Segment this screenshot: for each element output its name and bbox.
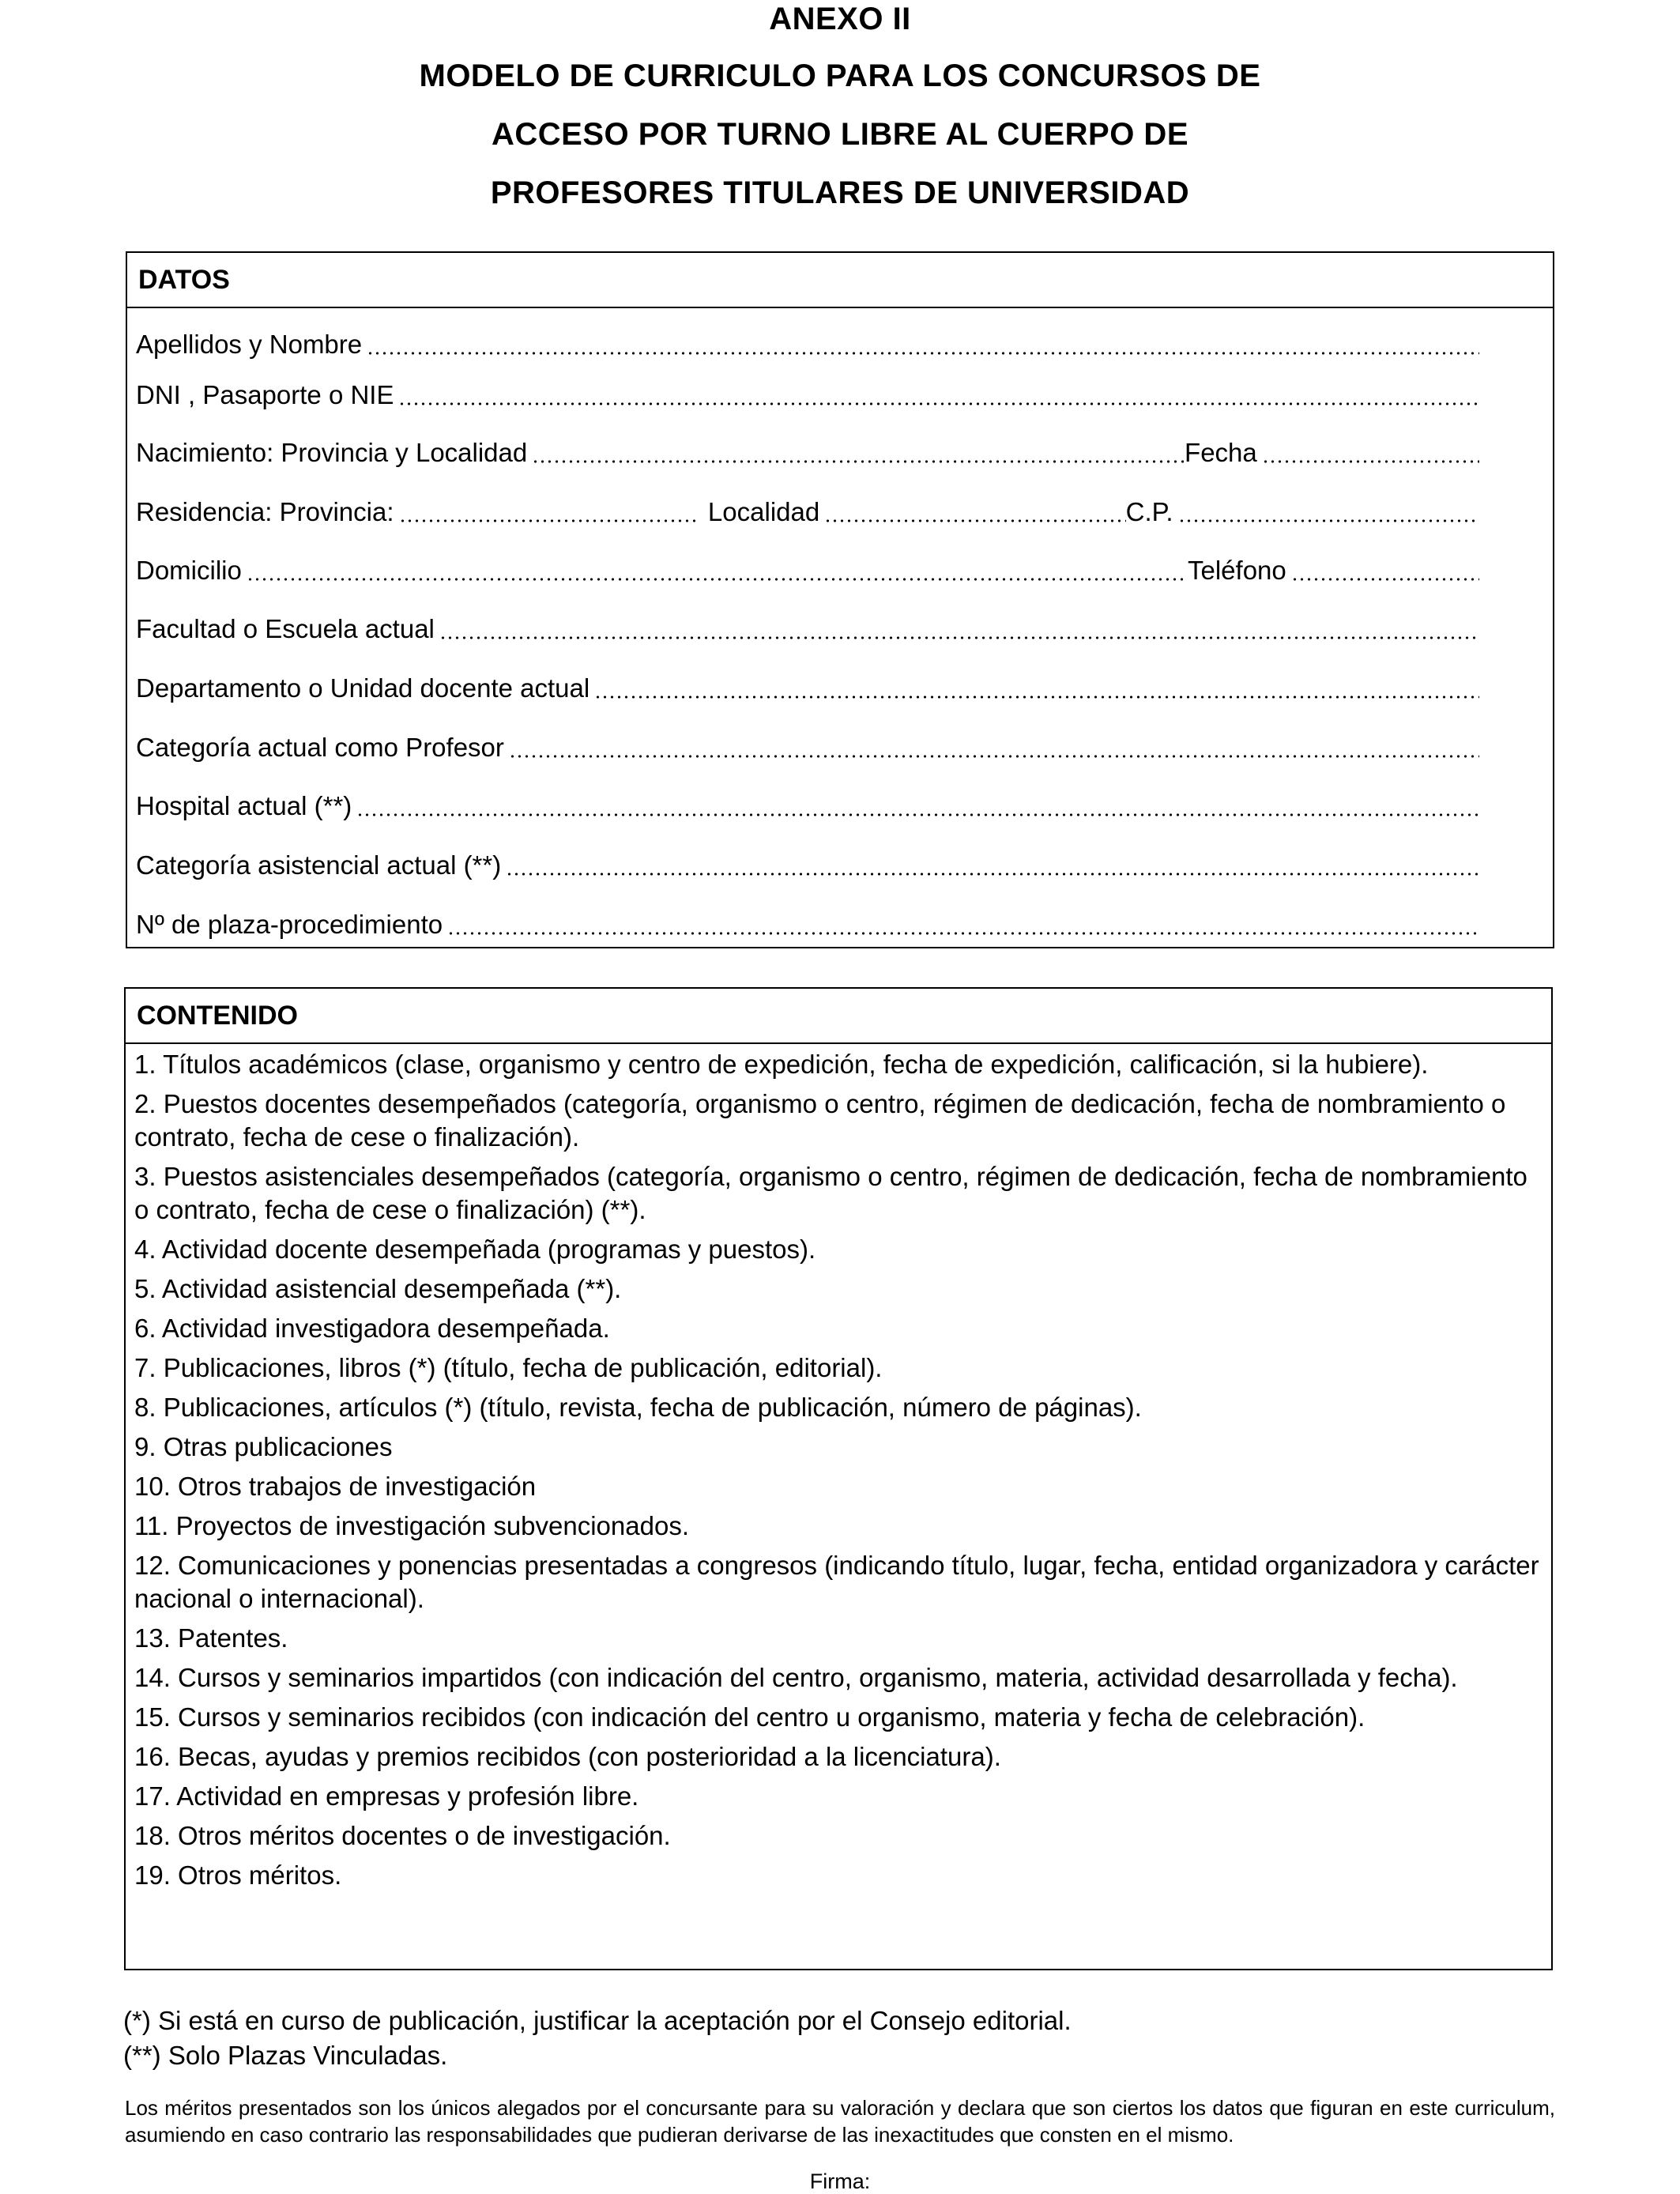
label-localidad: Localidad <box>707 497 820 526</box>
datos-heading: DATOS <box>138 265 230 295</box>
list-item: 12. Comunicaciones y ponencias presentadas a congresos (indicando título, lugar, fecha, entidad organizadora y carácter nacional o internacional). <box>134 1551 1539 1613</box>
fill-line <box>509 755 1479 758</box>
list-item: 2. Puestos docentes desempeñados (categoría, organismo o centro, régimen de dedicación, fecha de nombramiento o contrato, fecha de cese o finalización). <box>134 1089 1506 1152</box>
fill-line <box>1262 460 1479 463</box>
field-plaza[interactable] <box>136 907 1479 942</box>
list-item: 6. Actividad investigadora desempeñada. <box>134 1314 610 1343</box>
field-dni[interactable] <box>136 378 1479 413</box>
list-item: 10. Otros trabajos de investigación <box>134 1472 537 1501</box>
list-item: 1. Títulos académicos (clase, organismo y centro de expedición, fecha de expedición, calificación, si la hubiere). <box>134 1050 1429 1079</box>
field-residencia[interactable] <box>136 495 1479 530</box>
declaration-text: Los méritos presentados son los únicos alegados por el concursante para su valoración y declara que son ciertos los datos que figuran en este curriculum, asumiendo en caso contrario las responsabilidades que pudieran derivarse de las inexactitudes que consten en el mismo. <box>125 2096 1555 2147</box>
list-item: 4. Actividad docente desempeñada (programas y puestos). <box>134 1235 816 1264</box>
field-categoria-asistencial[interactable] <box>136 848 1479 883</box>
list-item: 3. Puestos asistenciales desempeñados (categoría, organismo o centro, régimen de dedicación, fecha de nombramiento o contrato, fecha de cese o finalización) (**). <box>134 1162 1527 1224</box>
contenido-heading: CONTENIDO <box>137 1001 298 1031</box>
field-hospital[interactable] <box>136 789 1479 824</box>
label-cp: C.P. <box>1125 497 1173 526</box>
label-plaza: Nº de plaza-procedimiento <box>136 910 443 939</box>
fill-line <box>1178 519 1479 522</box>
document-title-line-2: ACCESO POR TURNO LIBRE AL CUERPO DE <box>491 117 1188 152</box>
fill-line <box>824 519 1125 522</box>
fill-line <box>594 696 1479 699</box>
field-facultad[interactable] <box>136 612 1479 647</box>
footnote-publicacion: (*) Si está en curso de publicación, justificar la aceptación por el Consejo editorial. <box>123 2006 1072 2035</box>
fill-line <box>247 578 1188 581</box>
label-categoria-asistencial: Categoría asistencial actual (**) <box>136 850 502 880</box>
label-hospital: Hospital actual (**) <box>136 791 352 820</box>
list-item: 7. Publicaciones, libros (*) (título, fecha de publicación, editorial). <box>134 1353 883 1382</box>
fill-line <box>367 352 1479 355</box>
field-departamento[interactable] <box>136 671 1479 706</box>
list-item: 5. Actividad asistencial desempeñada (**). <box>134 1274 622 1303</box>
fill-line <box>399 519 700 522</box>
label-nacimiento: Nacimiento: Provincia y Localidad <box>136 438 528 467</box>
fill-line <box>398 402 1479 405</box>
datos-header <box>127 253 1553 308</box>
list-item: 9. Otras publicaciones <box>134 1432 393 1461</box>
document-title-line-1: MODELO DE CURRICULO PARA LOS CONCURSOS DE <box>419 58 1261 93</box>
label-residencia: Residencia: Provincia: <box>136 497 394 526</box>
list-item: 15. Cursos y seminarios recibidos (con indicación del centro u organismo, materia y fecha de celebración). <box>134 1702 1365 1732</box>
fill-line <box>506 873 1479 876</box>
list-item: 16. Becas, ayudas y premios recibidos (con posterioridad a la licenciatura). <box>134 1742 1001 1771</box>
fill-line <box>447 932 1479 935</box>
label-fecha: Fecha <box>1185 438 1257 467</box>
field-categoria[interactable] <box>136 730 1479 765</box>
label-apellidos-nombre: Apellidos y Nombre <box>136 330 363 359</box>
field-apellidos-nombre[interactable] <box>136 327 1479 362</box>
field-domicilio[interactable] <box>136 553 1479 588</box>
annex-title: ANEXO II <box>769 2 911 36</box>
field-nacimiento[interactable] <box>136 435 1479 470</box>
list-item: 8. Publicaciones, artículos (*) (título, revista, fecha de publicación, número de páginas). <box>134 1393 1142 1422</box>
label-domicilio: Domicilio <box>136 556 242 585</box>
fill-line <box>356 813 1479 816</box>
list-item: 17. Actividad en empresas y profesión libre. <box>134 1781 639 1811</box>
fill-line <box>439 636 1479 639</box>
list-item: 18. Otros méritos docentes o de investigación. <box>134 1821 671 1850</box>
signature-label: Firma: <box>809 2169 871 2193</box>
list-item: 19. Otros méritos. <box>134 1860 342 1890</box>
list-item: 13. Patentes. <box>134 1623 288 1653</box>
footnote-plazas-vinculadas: (**) Solo Plazas Vinculadas. <box>123 2041 448 2070</box>
list-item: 11. Proyectos de investigación subvencionados. <box>134 1511 689 1540</box>
label-telefono: Teléfono <box>1188 556 1286 585</box>
contenido-header <box>126 989 1551 1044</box>
label-dni: DNI , Pasaporte o NIE <box>136 380 394 409</box>
label-facultad: Facultad o Escuela actual <box>136 614 435 643</box>
list-item: 14. Cursos y seminarios impartidos (con indicación del centro, organismo, materia, actividad desarrollada y fecha). <box>134 1663 1458 1692</box>
fill-line <box>1291 578 1479 581</box>
document-title-line-3: PROFESORES TITULARES DE UNIVERSIDAD <box>490 175 1190 210</box>
contenido-list <box>134 1048 1541 1898</box>
fill-line <box>532 460 1185 463</box>
label-departamento: Departamento o Unidad docente actual <box>136 673 590 703</box>
label-categoria: Categoría actual como Profesor <box>136 733 504 762</box>
